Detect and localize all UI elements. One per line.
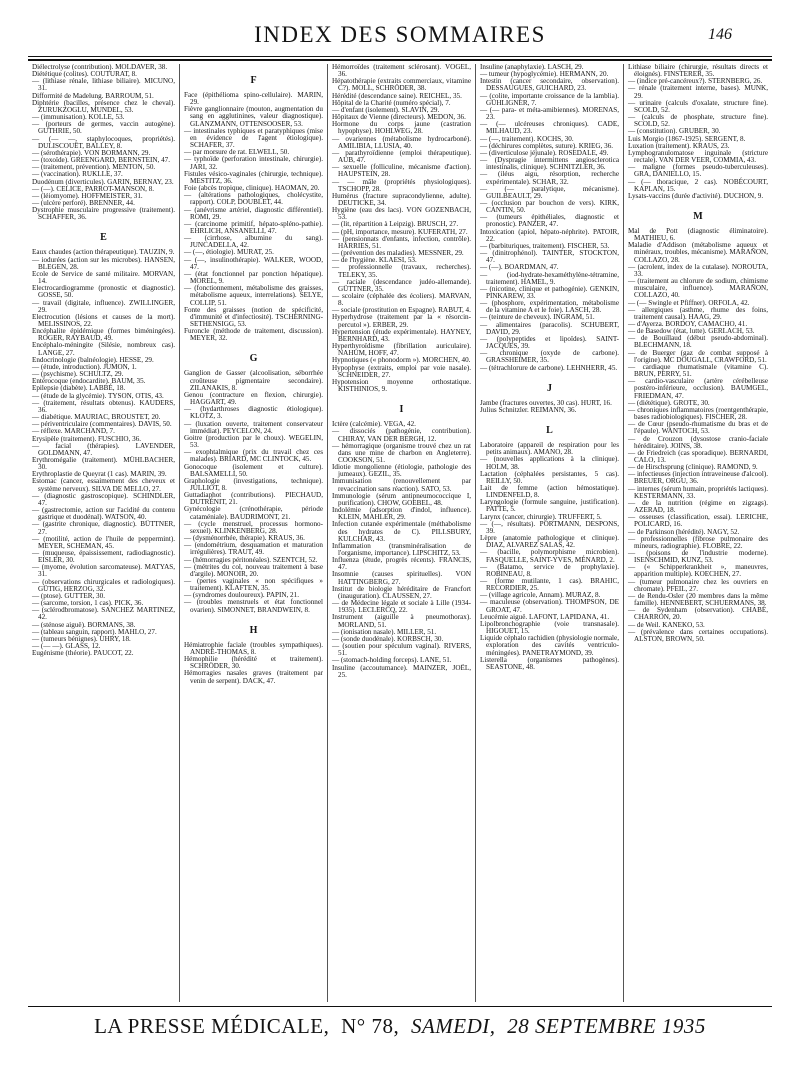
- index-entry: — (endométrium, desquamation et maturation irrégulières). TRAUT, 49.: [184, 541, 323, 557]
- index-columns: [28, 64, 772, 1002]
- index-entry: Hémiatrophie faciale (troubles sympathiques). ANDRÉ-THOMAS, 8.: [184, 640, 323, 656]
- index-entry: — exophtalmique (prix du travail chez ces malades). BRIARD, MC CLINTOCK, 45.: [184, 448, 323, 464]
- index-entry: Jambe (fractures ouvertes, 30 cas). HURT, 16.: [480, 398, 612, 407]
- index-column-4: [476, 64, 624, 1002]
- section-letter: I: [399, 404, 404, 416]
- index-entry: — (carcinome primitif, hépato-spléno-pathie). EHRLICH, ANSANELLI, 47.: [184, 219, 323, 235]
- index-entry: Gonocoque (isolement et culture). BALSAMELLI, 50.: [184, 462, 323, 478]
- index-entry: — (colite, importante croissance de la lamblia). GÜHLIGNER, 7.: [480, 91, 619, 107]
- index-entry: — de Bouillaud (début pseudo-abdominal). BLECHMANN, 18.: [628, 334, 768, 350]
- index-entry: — (indice pré-cancéreux?). STERNBERG, 26.: [628, 77, 763, 86]
- index-entry: Furoncle (méthode de traitement, discussion). MEYER, 32.: [184, 327, 323, 343]
- index-entry: — maligne (formes pseudo-tuberculeuses). GRA, DANIELLO, 15.: [628, 163, 768, 179]
- index-entry: Hyperthyroïdisme (fibrillation auriculaire). NAHUM, HOFF, 47.: [332, 342, 471, 358]
- section-letter: M: [693, 210, 703, 222]
- index-entry: — (psychisme). SCHULTZ, 29.: [32, 370, 124, 379]
- index-entry: Laboratoire (appareil de respiration pour les petits animaux). AMANO, 28.: [480, 441, 619, 457]
- index-entry: — (déchirures complètes, suture). KRIEG, 36.: [480, 141, 614, 150]
- index-entry: — (iléus aigu, résorption, recherche expérimentale). SCHAR, 32.: [480, 170, 619, 186]
- index-entry: — (occlusion par bouchon de vers). KIRK, CANTIN, 50.: [480, 198, 619, 215]
- index-entry: — (—). CELICE, PARROT-MANSON, 8.: [32, 184, 155, 193]
- index-entry: — (état fonctionnel par ponction hépatique). MOREL, 9.: [184, 269, 323, 286]
- index-entry: Encéphalo-méningite (Silésie, nombreux cas). LANGE, 27.: [32, 341, 175, 357]
- index-entry: — (anévrisme artériel, diagnostic différentiel). ROMI, 29.: [184, 205, 323, 221]
- index-entry: — typhoïde (perforation intestinale, chirurgie). JARI, 32.: [184, 155, 323, 171]
- index-entry: — (dysménorrhée, thérapie). KRAUS, 36.: [184, 534, 305, 543]
- index-entry: Infection cutanée expérimentale (méthabolisme des hydrates de C). PILLSBURY, KULCHAR, 43.: [332, 520, 471, 543]
- index-entry: — d'enfant (isolement). SLAVIN, 29.: [332, 105, 440, 114]
- index-entry: — allergiques (asthme, rhume des foins, traitement causal). HAAG, 29.: [628, 305, 768, 321]
- index-entry: — rénale (traitement interne, bases). MUNK, 29.: [628, 84, 768, 100]
- index-entry: Lymphogranulomatose inguinale (stricture rectale). VAN DER VEER, COMMIA, 43.: [628, 148, 768, 165]
- index-entry: — (gastrectomie, action sur l'acidité du contenu gastrique et duodénal). WATSON, 40.: [32, 506, 175, 522]
- index-column-1: [28, 64, 180, 1002]
- index-entry: — (sclérodbromatose). SANCHEZ MARTINEZ, 42.: [32, 606, 175, 622]
- index-entry: — (vaccination). RUKLLE, 37.: [32, 170, 123, 179]
- index-entry: — (pensionnats d'enfants, infection, contrôle). HARRIES, 51.: [332, 234, 471, 250]
- index-entry: Humérus (fracture supracondylienne, adulte). DEUTICKE, 34.: [332, 191, 471, 207]
- index-entry: — (muqueuse, épaississement, radiodiagnostic). EISLER, 30.: [32, 549, 175, 565]
- index-entry: Graphologie (investigations, technique). JULLIOT, 8.: [184, 476, 323, 492]
- index-entry: — de Rendu-Osler (20 membres dans la même famille). HENNEBERT, SCHUERMANS, 38.: [628, 591, 768, 608]
- footer-date: 28 SEPTEMBRE 1935: [507, 1014, 706, 1038]
- index-entry: — (teinture de cheveux). INGRAM, 51.: [480, 313, 595, 322]
- index-entry: — (pertes vaginales « non spécifiques » traitement). KLAFTEN, 35.: [184, 577, 323, 593]
- index-entry: — de Crouzon (dysostose cranio-faciale héréditaire). JOINS, 38.: [628, 434, 768, 450]
- index-entry: Diphtérie (bacilles, présence chez le cheval). ZURUKZOGLU, MUNDEL, 53.: [32, 98, 175, 114]
- index-entry: — (immunisation). KOLLE, 53.: [32, 113, 125, 122]
- index-entry: — diabétique. MAURIAC, BROUSTET, 20.: [32, 413, 161, 422]
- index-entry: — (phosphore, expérimentation, métabolisme de la vitamine A et le foie). LASCH, 28.: [480, 299, 619, 315]
- index-entry: — (traitement, prévention). MENTON, 50.: [32, 163, 156, 172]
- index-entry: Luxation (traitement). KRAUS, 23.: [628, 141, 730, 150]
- index-entry: — chronique (oxyde de carbone). GRASSHEIMER, 35.: [480, 349, 619, 365]
- index-column-5: [624, 64, 772, 1002]
- index-entry: — (sérothérapie). VON BORMANN, 29.: [32, 148, 151, 157]
- index-entry: Institut de biologie héréditaire de Francfort (inauguration). CLAUSSEN, 27.: [332, 584, 471, 600]
- index-entry: Diététique (colites). COUTURAT, 8.: [32, 70, 137, 79]
- section-letter: J: [547, 382, 552, 394]
- header-rule: [28, 56, 772, 57]
- index-entry: — (diététique). GROTE, 30.: [628, 398, 710, 407]
- index-entry: — par morsure de rat. ELWELL, 50.: [184, 148, 290, 157]
- index-entry: — cardiaque rhumatismale (vitamine C). BRUN, PERRY, 51.: [628, 362, 768, 379]
- index-entry: — (gastrite chronique, diagnostic). BÜTTNER, 27.: [32, 520, 175, 536]
- index-entry: — chroniques inflammatoires (roentgenthérapie, bases radiobiologiques). FISCHER, 28.: [628, 405, 768, 422]
- index-entry: Laryngologie (formule sanguine, justification). PATTE, 5.: [480, 498, 619, 514]
- index-entry: Hygiène (eau des lacs). VON GOZENBACH, 53.: [332, 206, 471, 222]
- index-entry: — de Parkinson (hérédité). NAGY, 52.: [628, 527, 740, 536]
- index-entry: Gynécologie (crénothérapie, période cataméniale). BAUDRIMONT, 21.: [184, 505, 323, 521]
- index-entry: Hypnotiques (« phonodorm »). MORCHEN, 40.: [332, 356, 471, 365]
- index-entry: — (dinitrophénol). TAINTER, STOCKTON, 47.: [480, 249, 619, 265]
- index-entry: — (fonctionnement, métabolisme des graisses, métabolisme aqueux, interrelations). SELYE, COLLIP, 51.: [184, 284, 323, 307]
- index-entry: Larynx (cancer, chirurgie). TRUFFERT, 5.: [480, 512, 602, 521]
- index-entry: — d'Ayerza. BORDOY, CAMACHO, 41.: [628, 320, 748, 328]
- index-entry: — (étude, introduction). JUMON, 1.: [32, 362, 137, 371]
- index-entry: — scolaire (céphalée des écoliers). MARVAN, 8.: [332, 292, 471, 308]
- index-entry: — (—, étiologie). MURAT, 25.: [184, 248, 274, 257]
- index-entry: — (acrolent, index de la cutalase). NOROUTA, 33.: [628, 262, 768, 278]
- index-entry: Eaux chaudes (action thérapeutique). TAUZIN, 9.: [32, 248, 175, 257]
- index-entry: Erysipèle (traitement). FUSCHIO, 36.: [32, 434, 142, 443]
- index-entry: Electrocution (lésions et causes de la mort). MELISSINOS, 22.: [32, 312, 175, 328]
- index-entry: — (soutien pour spéculum vaginal). RIVERS, 51.: [332, 642, 471, 658]
- page-footer: [0, 1014, 800, 1039]
- index-entry: — sexuelle (folliculine, mécanisme d'action). HAUPSTEIN, 28.: [332, 163, 471, 179]
- index-entry: — raciale (descendance judéo-allemande). GÜTTNER, 35.: [332, 277, 471, 293]
- index-entry: — (iod-hydrate-hexaméthylène-tétramine, traitement). HAMEL, 9.: [480, 270, 619, 286]
- index-entry: — (altérations pathologiques, cholécystite, rapport). COLP, DOUBLET, 44.: [184, 191, 323, 207]
- index-entry: — (« Schipperkrankheit », maneuvres, apparition multiple). KOECHEN, 27.: [628, 563, 768, 579]
- index-entry: — (tumeurs bénignes). UHRY, 18.: [32, 634, 131, 643]
- index-entry: Insuline (anaphylaxie). LASCH, 29.: [480, 64, 584, 71]
- index-entry: — (troubles menstruels et état fonctionnel ovarien). SIMONNET, BRANDWEIN, 8.: [184, 598, 323, 614]
- index-entry: Hypophyse (extraits, emploi par voie nasale). SCHNEIDER, 27.: [332, 363, 471, 379]
- index-entry: Difformité de Madelung. BARROUM, 51.: [32, 91, 154, 100]
- section-letter: H: [249, 624, 258, 636]
- index-entry: — cardio-vasculaire (artère cérébelleuse postéro-inférieure, occlusion). BAUMGEL, FRIEDMAN, 47.: [628, 377, 768, 400]
- index-entry: Hyperhydrose (traitement par la « résorcin-percutol »). ERBER, 29.: [332, 313, 471, 329]
- index-entry: — facial (thérapies). LAVENDER, GOLDMANN, 47.: [32, 441, 175, 457]
- index-entry: — (tableau sanguin, rapport). MAHLO, 27.: [32, 627, 157, 636]
- index-entry: — de Cœur (pseudo-rhumatisme du bras et de l'épaule). WANTOCH, 53.: [628, 420, 768, 436]
- index-entry: — (— thoracique, 2 cas). NOBÉCOURT, KAPLAN, 15.: [628, 177, 768, 193]
- footer-number: N° 78,: [341, 1014, 400, 1038]
- index-entry: — (prévention des maladies). MESSNER, 29.: [332, 249, 464, 258]
- index-entry: — (diverticulose jéjunale). ROSEDALE, 49.: [480, 148, 609, 157]
- index-entry: Endocrinologie (balnéologie). HESSE, 29.: [32, 355, 154, 364]
- index-entry: — (sarcome, torsion, 1 cas). PICK, 36.: [32, 599, 144, 608]
- index-entry: Genou (contracture en flexion, chirurgie). HAGGART, 49.: [184, 390, 323, 407]
- index-entry: — (toxoïde). GREENGARD, BERNSTEIN, 47.: [32, 156, 171, 165]
- index-entry: Guttadiaphot (contributions). PIECHAUD, DUTRÉNIT, 21.: [184, 491, 323, 507]
- index-entry: — (nicotine, clinique et pathogénie). GENKIN, PINKAREW, 33.: [480, 284, 619, 300]
- index-entry: Hérédité (descendance saine). REICHEL, 35.: [332, 91, 462, 100]
- index-entry: — iodurées (action sur les microbes). HANSEN, BLEGEN, 28.: [32, 255, 175, 271]
- index-entry: Electrocardiogramme (pronostic et diagnostic). GOSSE, 50.: [32, 284, 175, 300]
- index-entry: Lèpre (anatomie pathologique et clinique). DIAZ, ALVAREZ SALAS, 42.: [480, 534, 619, 550]
- index-entry: — parathyroïdienne (emploi thérapeutique). AUB, 47.: [332, 148, 471, 165]
- index-entry: — (sonde duodénale). KORBSCH, 30.: [332, 634, 444, 643]
- index-entry: — (constitution). GRUBER, 30.: [628, 127, 721, 136]
- index-entry: Julius Schnitzler. REIMANN, 36.: [480, 405, 577, 414]
- index-entry: — (— Swingle et Pfiffner). ORFOLA, 42.: [628, 298, 750, 307]
- index-entry: — professionnelles (fibrose pulmonaire des mineurs, radiographie). FLOBRE, 22.: [628, 534, 768, 550]
- index-entry: — infectieuses (injection intraveineuse d'alcool). BREUER, ORGU, 36.: [628, 470, 768, 486]
- page-number: 146: [708, 26, 732, 43]
- footer-rule: [28, 1006, 772, 1007]
- index-entry: Indolémie (adsorption d'indol, influence). KLEIN, MAHLER, 29.: [332, 506, 471, 522]
- index-entry: Lithiase biliaire (chirurgie, résultats directs et éloignés). FINSTERER, 35.: [628, 64, 768, 79]
- index-entry: Fonte des graisses (notion de spécificité, d'immunité et d'infectiosité). TSCHERNING-SETHENSIGG, 53.: [184, 305, 323, 328]
- index-entry: — (Dyspragie intermittens angiosclerotica intestinalis, clinique). SCHNITZLER, 36.: [480, 156, 619, 172]
- index-entry: Hémorroïdes (traitement sclérosant). VOGEL, 36.: [332, 64, 471, 79]
- index-entry: Ecole de Service de santé militaire. MORVAN, 14.: [32, 269, 175, 286]
- index-entry: Diélectrolyse (contribution). MOLDAVER, 38.: [32, 64, 168, 71]
- index-entry: — (sténose aiguë). BORMANS, 38.: [32, 620, 136, 629]
- index-entry: Hôpitaux de Vienne (directeurs). MEDON, 36.: [332, 113, 466, 122]
- page-title: INDEX DES SOMMAIRES: [254, 22, 546, 47]
- index-entry: — (polypeptides et lipoïdes). SAINT-JACQUES, 39.: [480, 334, 619, 351]
- index-entry: Influenza (étude, progrès récents). FRANCIS, 47.: [332, 556, 471, 572]
- index-entry: Duodénum (diverticules). GARIN, BERNAY, 23.: [32, 177, 174, 186]
- index-entry: Insuline (accoutumance). MAINZER, JOËL, 25.: [332, 663, 471, 679]
- index-entry: — ovariennes (métabolisme hydrocarboné). AMILIBIA, LLUSIA, 40.: [332, 134, 471, 150]
- index-entry: — (pH, importance, mesure). KUFERATH, 27.: [332, 227, 468, 236]
- index-entry: Hémorragies nasales graves (traitement par venin de serpent). DACK, 47.: [184, 669, 323, 685]
- index-entry: — (stomach-holding forceps). LANE, 51.: [332, 656, 452, 665]
- index-entry: Immunisation (renouvellement par revaccination sans réaction). SATO, 53.: [332, 477, 471, 493]
- index-entry: Entérocoque (endocardite). BAUM, 35.: [32, 377, 146, 386]
- index-entry: — (porteurs de germes, vaccin autogène). GUTHRIE, 50.: [32, 120, 175, 136]
- index-entry: Inflammation (transminéralisation de l'organisme, importance). LIPSCHITZ, 53.: [332, 541, 471, 557]
- index-entry: — (poisons de l'industrie moderne). ISENSCHMID, KUNZ, 53.: [628, 549, 768, 565]
- index-entry: — (métrites du col, nouveau traitement à base d'argile). MONOIR, 20.: [184, 562, 323, 578]
- index-entry: — (lithiase rénale, lithiase biliaire). MICUNO, 31.: [32, 77, 175, 93]
- index-entry: Lait de femme (action hémostatique). LINDENFELD, 8.: [480, 483, 619, 500]
- index-entry: — (—, insulinothérapie). WALKER, WOOD, 47.: [184, 255, 323, 271]
- header-rule-thick: [28, 59, 772, 61]
- index-entry: — (lit, répartition à Leipzig). BRUSCH, 27.: [332, 220, 459, 229]
- index-entry: Liquide céphalo rachidien (physiologie normale, exploration des cavités ventriculo-méningées). PANETRAYMOND, 39.: [480, 634, 619, 657]
- index-entry: — (barbituriques, traitement). FISCHER, 53.: [480, 241, 610, 250]
- index-entry: — (tumeurs épithéliales, diagnostic et pronostic). PANZER, 47.: [480, 213, 619, 229]
- index-entry: — de Hirschsprung (clinique). RAMOND, 9.: [628, 463, 758, 472]
- index-entry: Ganglion de Gasser (alcoolisation, séborrhée croûteuse pigmentaire secondaire). ZILANAKIS, 8.: [184, 369, 323, 392]
- index-entry: — — mâle (propriétés physiologiques). TSCHOPP, 28.: [332, 177, 471, 193]
- index-entry: — tumeur (hypoglycémie). HERMANN, 20.: [480, 70, 609, 79]
- index-entry: — (syndromes douloureux). PAPIN, 21.: [184, 591, 299, 600]
- index-entry: Face (épithélioma spino-cellulaire). MARIN, 29.: [184, 91, 323, 107]
- index-entry: Lysats-vaccins (durée d'activité). DUCHON, 9.: [628, 191, 764, 200]
- index-entry: Hôpital de la Charité (numéro spécial), 7.: [332, 98, 451, 107]
- footer-journal: LA PRESSE MÉDICALE,: [94, 1014, 330, 1038]
- section-letter: F: [250, 75, 257, 86]
- index-entry: — (traitement, résultats obtenus). KAUDERS, 36.: [32, 398, 175, 414]
- index-entry: — de Basedow (état, lutte). GERLACH, 53.: [628, 327, 755, 336]
- index-entry: Goitre (production par le choux). WEGELIN, 53.: [184, 433, 323, 450]
- index-entry: — (cycle menstruel, processus hormono-sexuel). KLINKENBERG, 28.: [184, 519, 323, 535]
- index-entry: — (motilité, action de l'huile de peppermint). MEYER, SCHEMAN, 45.: [32, 534, 175, 550]
- index-entry: — maculeuse (observation). THOMPSON, DE GROAT, 47.: [480, 598, 619, 614]
- index-entry: — de l'hygiène. KLAESI, 53.: [332, 256, 417, 265]
- index-entry: — (ptose). GUTTER, 30.: [32, 591, 105, 600]
- index-entry: — intestinales typhiques et paratyphiques (mise en évidence de l'agent étiologique). SCHAFER, 37.: [184, 126, 323, 150]
- index-entry: — (— —, staphylocoques, propriétés). DULISCOUËT, BALLEY, 8.: [32, 134, 175, 150]
- index-entry: — (hémorragies péritonéales). SZENTCH, 52.: [184, 555, 318, 564]
- index-entry: Ictère (calcémie). VEGA, 42.: [332, 420, 416, 429]
- index-entry: Maladie d'Addison (métabolisme aqueux et minéraux, troubles, mécanisme). MARAÑON, COLLAZO, 28.: [628, 241, 768, 264]
- index-entry: Hépatothérapie (extraits commerciaux, vitamine C?). MOLL, SCHRÖDER, 38.: [332, 77, 471, 93]
- index-entry: — (hydarthroses diagnostic étiologique). KLOTZ, 3.: [184, 405, 323, 421]
- index-entry: — travail (digitale, influence). ZWILLINGER, 29.: [32, 298, 175, 314]
- index-entry: — (—). BOARDMAN, 47.: [480, 263, 559, 272]
- index-entry: — (diagnostic gastroscopique). SCHINDLER, 47.: [32, 491, 175, 507]
- index-entry: — de la nutrition (régime en zigzags). AZERAD, 18.: [628, 498, 768, 515]
- index-entry: — de Weil. KANEKO, 53.: [628, 620, 705, 629]
- index-entry: — (—, résultats). PORTMANN, DESPONS, 39.: [480, 519, 619, 535]
- index-entry: — (village agricole, Annam). MURAZ, 8.: [480, 591, 601, 600]
- index-entry: Encéphalite épidémique (formes biméningées). ROGER, RAYBAUD, 49.: [32, 327, 175, 343]
- index-entry: — réflexe. MARCHAND, 7.: [32, 427, 115, 436]
- index-entry: Idiotie mongolienne (étiologie, pathologie des jumeaux). GEZIL, 35.: [332, 463, 471, 479]
- index-entry: — sociale (prostitution en Espagne). RABUT, 4.: [332, 306, 471, 315]
- index-entry: Lipolbronchographie (voie transnasale). HIGOUET, 15.: [480, 619, 619, 636]
- index-entry: — (tétrachlorure de carbone). LEHNHERR, 45.: [480, 363, 618, 372]
- index-entry: — de Friedreich (cas sporadique). BERNARDI, CALO, 13.: [628, 448, 768, 464]
- index-entry: Fièvre ganglionnaire (mouton, augmentation du sang en agglutinines, valeur diagnostique). GLANZMANN, OTTENSOOSER, 53.: [184, 105, 323, 128]
- index-entry: Eugénisme (théorie). PAUCOT, 22.: [32, 649, 134, 658]
- index-entry: Luis Morgio (1867-1925). SERGENT, 8.: [628, 134, 746, 143]
- index-entry: — professionnelle (travaux, recherches). TELEKY, 35.: [332, 263, 471, 279]
- index-entry: — (bacille, polymorphisme microbien). FASQUELLE, SAINT-YVES, MÉNARD, 2.: [480, 548, 619, 564]
- index-entry: Hémophilie (hérédité et traitement). SCHRÖDER, 30.: [184, 655, 323, 671]
- index-entry: — internes (sérum humain, propriétés lactiques). KESTERMANN, 33.: [628, 484, 768, 500]
- index-entry: Intoxication (apiol, hépato-néphrite). PATOIR, 22.: [480, 227, 619, 243]
- index-entry: — (ulcère perforé). BRENNER, 44.: [32, 198, 135, 207]
- index-entry: — (Batamo, service de prophylaxie). ROBINEAU, 8.: [480, 562, 619, 578]
- index-entry: — (prévalence dans certaines occupations). ALSTON, BROWN, 50.: [628, 627, 768, 643]
- index-entry: Insomnie (causes spirituelles). VON HATTINGBERG, 27.: [332, 570, 471, 586]
- index-entry: — (— ulcéreuses chroniques). CADE, MILHAUD, 23.: [480, 120, 619, 136]
- index-entry: Erythromégalie (traitement). MÜHLBACHER, 30.: [32, 455, 175, 472]
- index-entry: — de Sydenham (observation). CHABÉ, CHARRON, 20.: [628, 606, 768, 622]
- index-entry: — (forme mutilante, 1 cas). BRAHIC, RECORDIER, 25.: [480, 577, 619, 593]
- index-entry: — (léiomyome). HOFFMEISTER, 31.: [32, 191, 143, 200]
- index-entry: — dissociés (pathogénie, contribution). CHIRAY, VAN DER BERGH, 12.: [332, 427, 471, 443]
- index-entry: Fistules vésico-vaginales (chirurgie, technique). MESTITZ, 36.: [184, 169, 323, 185]
- index-entry: — alimentaires (paracolis). SCHUBERT, DAVID, 29.: [480, 320, 619, 336]
- index-entry: Instrument (aiguille à pneumothorax). MORLAND, 51.: [332, 613, 471, 629]
- index-entry: Listerella (organismes pathogènes). SEASTONE, 48.: [480, 655, 619, 671]
- index-entry: — (myome, évolution sarcomateuse). MATYAS, 31.: [32, 563, 175, 579]
- page-header: [0, 0, 800, 58]
- index-entry: — hémorragique (organisme trouvé chez un rat dans une mine de charbon en Angleterre). COOKSON, 51.: [332, 441, 471, 464]
- index-entry: Hypotension moyenne orthostatique. KISTHINIOS, 9.: [332, 377, 471, 394]
- index-entry: Estomac (cancer, essaimement des cheveux et système nerveux). SILVA DE MELLO, 27.: [32, 477, 175, 493]
- index-entry: — osseuses (classification, essai). LERICHE, POLICARD, 16.: [628, 513, 768, 529]
- index-entry: — (— para- et méta-amibiennes). MORENAS, 23.: [480, 105, 619, 122]
- index-entry: — (luxation ouverte, traitement conservateur immédiat). PEYCELON, 24.: [184, 419, 323, 435]
- index-entry: Immunologie (sérum antipneumococcique I, purification). CHOW, GOEBEL, 48.: [332, 491, 471, 507]
- index-entry: Hormone du corps jaune (castration hypophyse). HOHLWEG, 28.: [332, 120, 471, 136]
- index-entry: — de Buerger (gaz de combat supposé à l'origine). MC DOUGALL, CRAWFORD, 51.: [628, 348, 768, 364]
- index-column-3: [328, 64, 476, 1002]
- index-entry: — (calculs de phosphate, structure fine). SCOLD, 52.: [628, 113, 768, 129]
- index-entry: — (étude de la glycémie). TYSON, OTIS, 43.: [32, 391, 164, 400]
- index-entry: Erythroplastie de Queyrat (1 cas). MARIN, 39.: [32, 470, 167, 479]
- index-entry: Mal de Pott (diagnostic éliminatoire). MATHIEU, 6.: [628, 226, 768, 243]
- index-entry: Intestin (cancer secondaire, observation). DESSAUGUES, GUICHARD, 23.: [480, 77, 619, 93]
- index-entry: Foie (abcès tropique, clinique). HAOMAN, 20.: [184, 184, 320, 193]
- index-entry: Dystrophie musculaire progressive (traitement). SCHAFFER, 36.: [32, 206, 175, 222]
- section-letter: G: [249, 353, 258, 365]
- footer-day: SAMEDI,: [410, 1014, 496, 1038]
- index-entry: — (ionisation nasale). MILLER, 51.: [332, 627, 437, 636]
- index-entry: — (— paralytique, mécanisme). GUILBEAULT, 29.: [480, 184, 619, 200]
- index-entry: — (—, traitement). KOCHS, 30.: [480, 134, 574, 143]
- index-entry: — (observations chirurgicales et radiologiques). GÜTIG, HERZOG, 32.: [32, 577, 175, 593]
- index-entry: Epilepsie (diabète). LABBÉ, 18.: [32, 384, 126, 393]
- index-entry: — urinaire (calculs d'oxalate, structure fine). SCOLD, 52.: [628, 98, 768, 114]
- index-column-2: [180, 64, 328, 1002]
- index-entry: — (— —). GLASS, 12.: [32, 642, 101, 651]
- index-entry: — de Médecine légale et sociale à Lille (1934-1935). LECLERCQ, 22.: [332, 599, 471, 615]
- index-entry: Hypertension (étude expérimentale). HAYNEY, BERNHARD, 43.: [332, 327, 471, 343]
- section-letter: E: [100, 232, 107, 244]
- index-entry: — (nouvelles applications à la clinique). HOLM, 38.: [480, 455, 619, 471]
- index-entry: Leucémie aiguë. LAFONT, LAPIDANA, 41.: [480, 612, 610, 621]
- index-entry: — (tumeur pulmonaire chez les ouvriers en chromate). PFEIL, 27.: [628, 577, 768, 593]
- index-entry: Lactation (céphalées persistantes, 5 cas). REILLY, 50.: [480, 469, 619, 485]
- index-entry: — (cirrhose, albumine du sang). JUNCADELLA, 42.: [184, 234, 323, 250]
- index-entry: — périventriculaire (commentaires). DAVIS, 50.: [32, 420, 172, 429]
- section-letter: L: [546, 425, 553, 437]
- index-entry: — (traitement au chlorure de sodium, chimisme musculaire, influence). MARAÑON, COLLAZO, 40.: [628, 277, 768, 300]
